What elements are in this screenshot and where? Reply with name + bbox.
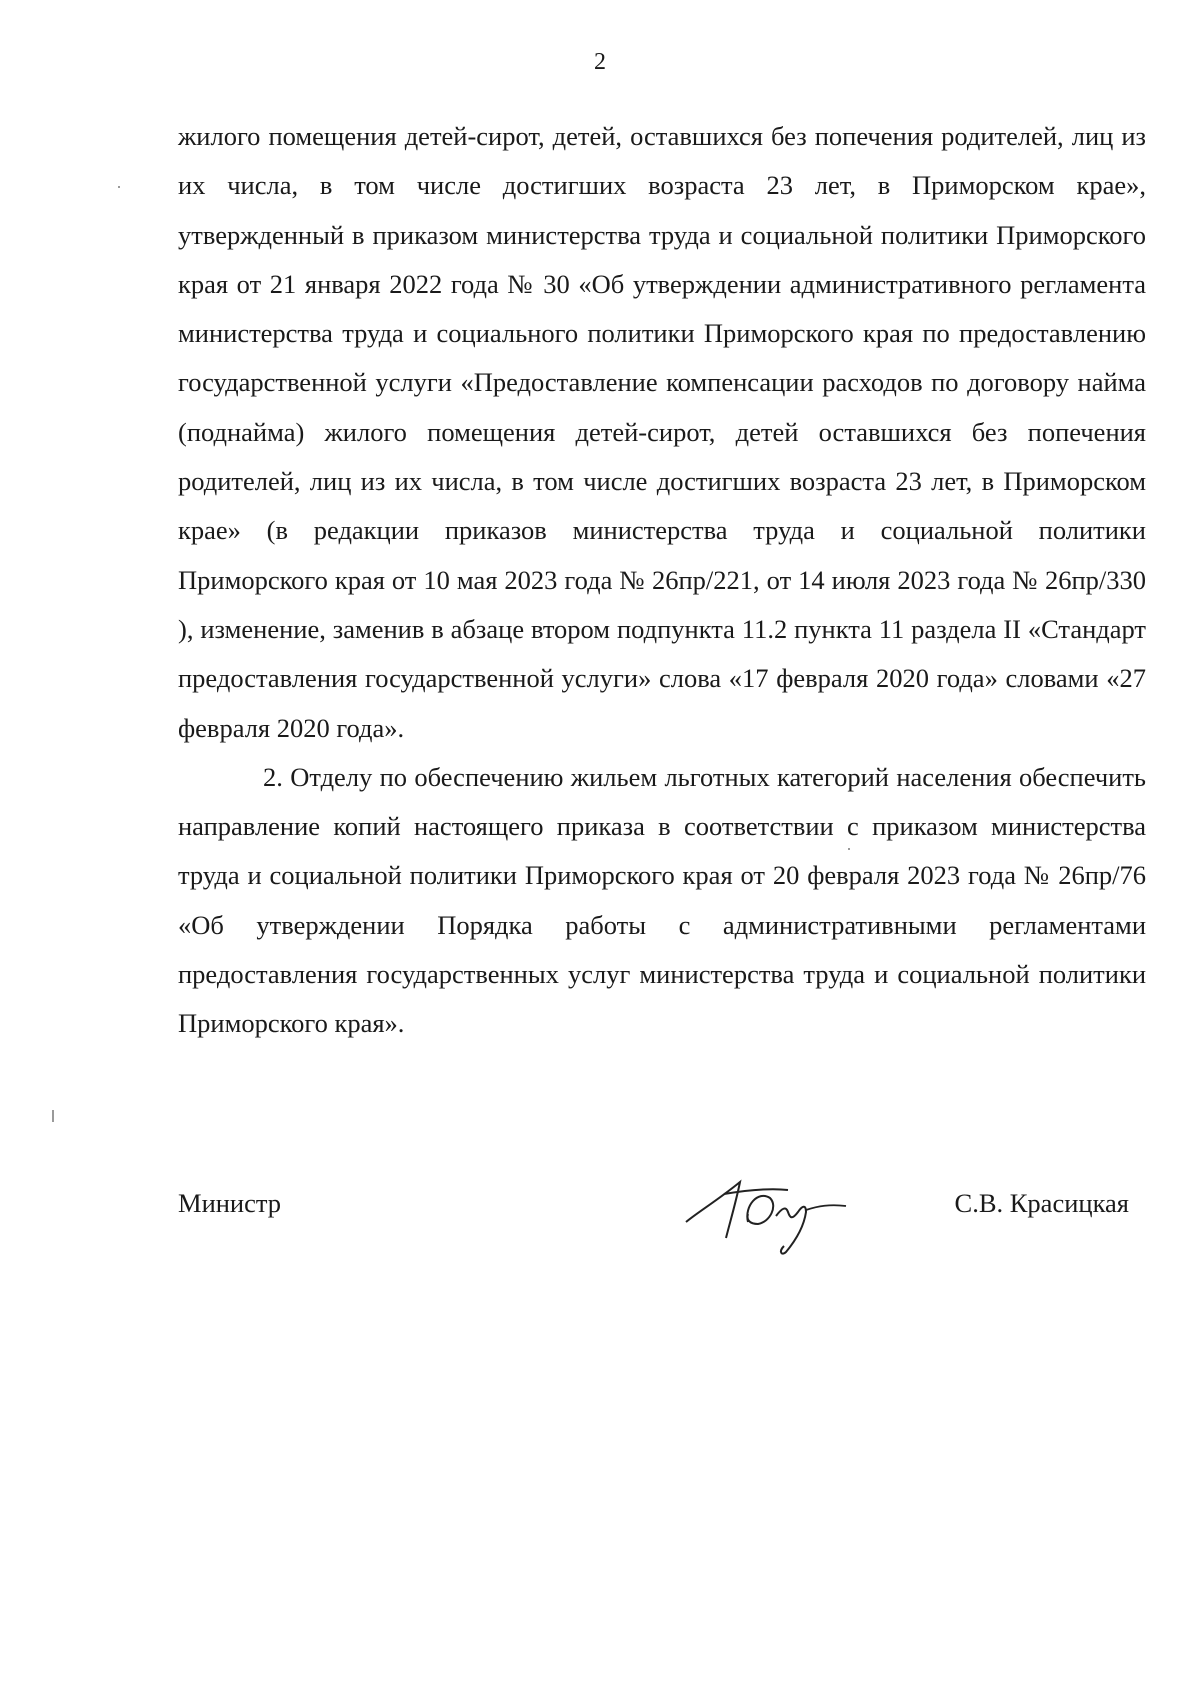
document-body xyxy=(178,112,1146,1049)
scan-speck xyxy=(52,1110,54,1122)
scan-speck xyxy=(118,186,120,188)
handwritten-signature xyxy=(678,1160,858,1260)
paragraph-item-2: 2. Отделу по обеспечению жильем льготных категорий населения обеспечить направление копий настоящего приказа в соответствии с приказом министерства труда и социальной политики Приморского края от 20 февраля 2023 года № 26пр/76 «Об утверждении Порядка работы с административными регламентами предоставления государственных услуг министерства труда и социальной политики Приморского края». xyxy=(178,761,1146,1039)
signatory-name: С.В. Красицкая xyxy=(954,1188,1129,1218)
paragraph-continuation: жилого помещения детей-сирот, детей, оставшихся без попечения родителей, лиц из их числа, в том числе достигших возраста 23 лет, в Приморском крае», утвержденный в приказом министерства труда и социальной политики Приморского края от 21 января 2022 года № 30 «Об утверждении административного регламента министерства труда и социального политики Приморского края по предоставлению государственной услуги «Предоставление компенсации расходов по договору найма (поднайма) жилого помещения детей-сирот, детей оставшихся без попечения родителей, лиц из их числа, в том числе достигших возраста 23 лет, в Приморском крае» (в редакции приказов министерства труда и социальной политики Приморского края от 10 мая 2023 года № 26пр/221, от 14 июля 2023 года № 26пр/330 ), изменение, заменив в абзаце втором подпункта 11.2 пункта 11 раздела II «Стандарт предоставления государственной услуги» слова «17 февраля 2020 года» словами «27 февраля 2020 года». xyxy=(178,121,1146,743)
signatory-title: Министр xyxy=(178,1188,282,1218)
scan-speck xyxy=(848,848,850,850)
signature-block xyxy=(178,1170,1146,1260)
page-number: 2 xyxy=(594,49,606,75)
